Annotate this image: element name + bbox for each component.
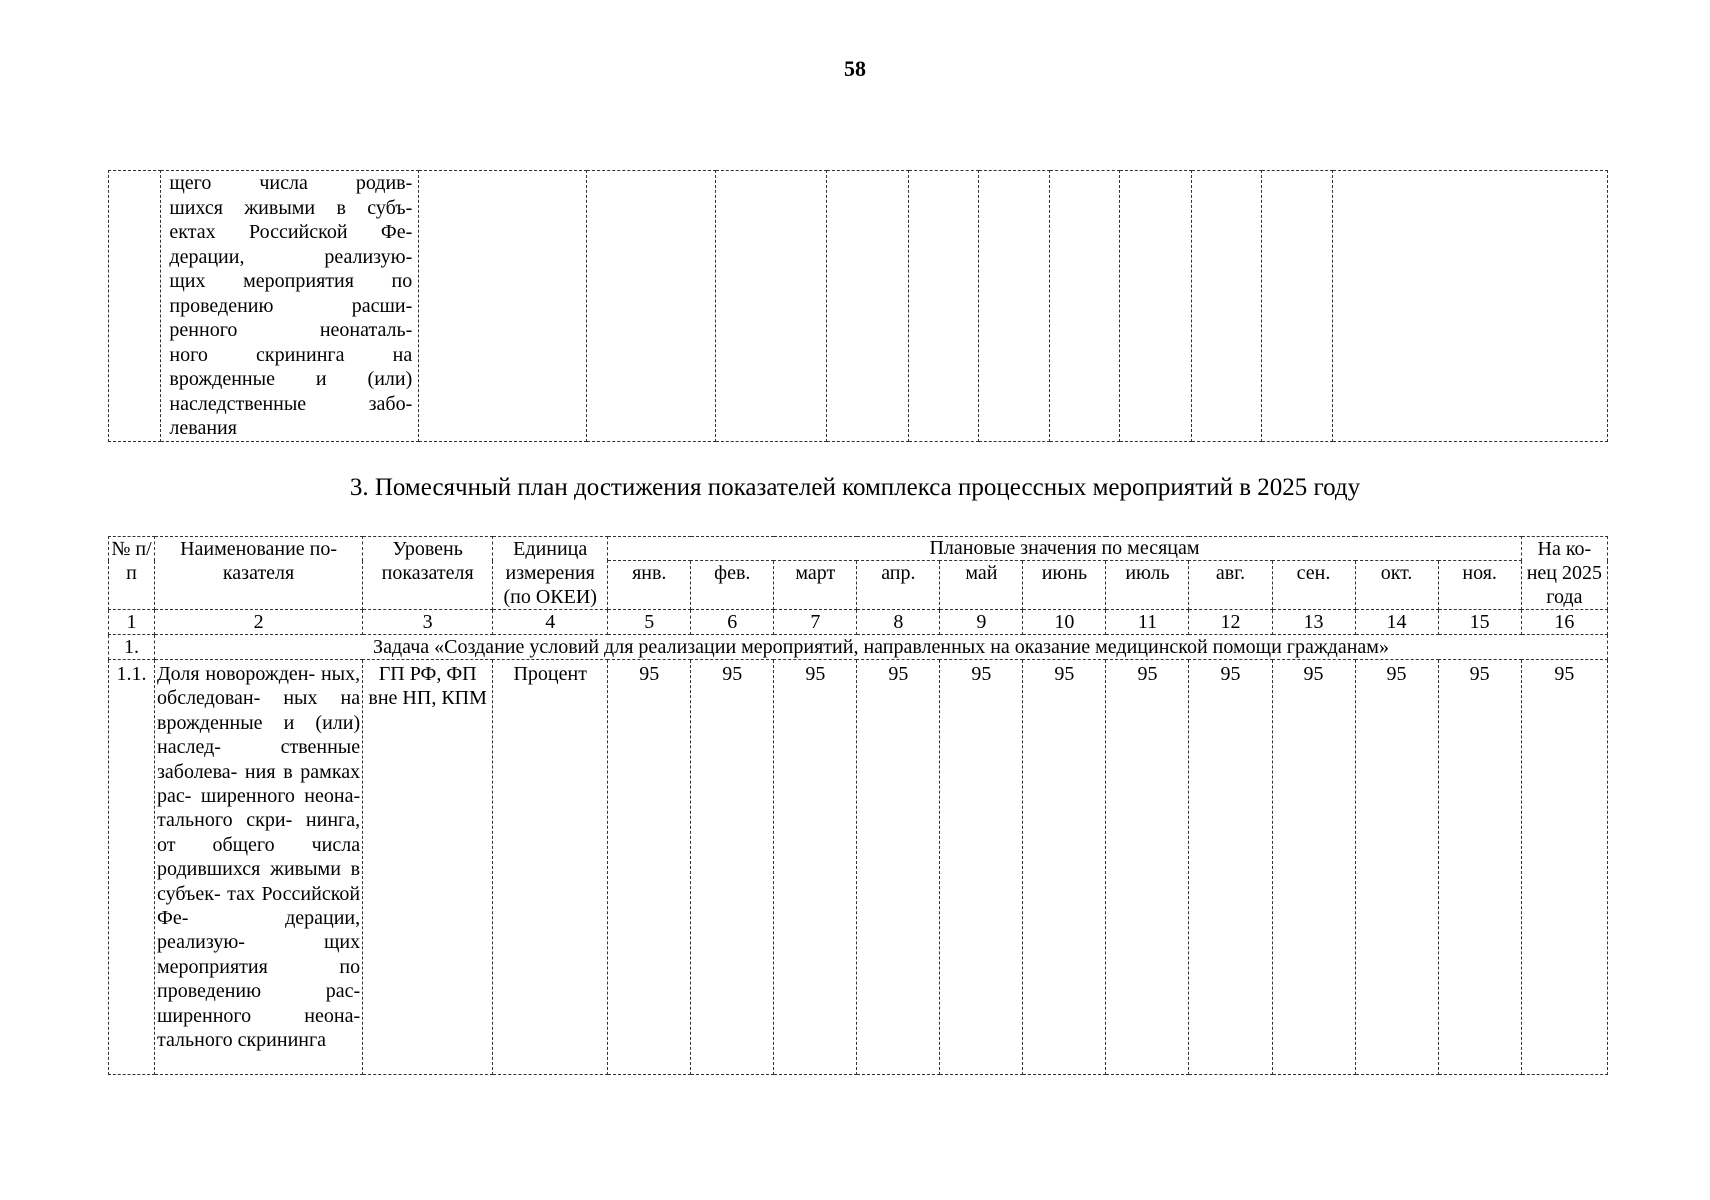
column-number: 9	[940, 610, 1023, 635]
column-number: 12	[1189, 610, 1272, 635]
continuation-line: ренного неонаталь-	[169, 319, 413, 341]
continuation-line: щего числа родив-	[169, 172, 413, 194]
continuation-line: дерации, реализую-	[169, 245, 413, 268]
cell-empty	[1333, 171, 1608, 442]
continuation-name-text	[161, 171, 418, 441]
header-planned: Плановые значения по месяцам	[608, 537, 1522, 561]
continuation-line: ного скрининга на	[169, 343, 413, 366]
header-month: сен.	[1272, 561, 1355, 610]
cell-empty	[827, 171, 909, 442]
indicator-unit: Процент	[493, 660, 608, 1075]
header-month: май	[940, 561, 1023, 610]
task-number: 1.	[109, 635, 155, 660]
column-number: 15	[1438, 610, 1521, 635]
continuation-line: наследственные забо-	[169, 392, 413, 415]
column-number: 3	[363, 610, 493, 635]
indicator-name-cell	[155, 660, 363, 1075]
monthly-plan-table	[108, 536, 1608, 1075]
cell-empty	[109, 171, 161, 442]
continuation-row	[109, 171, 1608, 442]
column-number: 13	[1272, 610, 1355, 635]
task-text: Задача «Создание условий для реализации мероприятий, направленных на оказание медицинской помощи гражданам»	[155, 635, 1608, 660]
column-number: 1	[109, 610, 155, 635]
column-number: 4	[493, 610, 608, 635]
header-num: № п/п	[109, 537, 155, 610]
month-value: 95	[608, 660, 691, 1075]
month-value: 95	[774, 660, 857, 1075]
continuation-line: врожденные и (или)	[169, 368, 413, 390]
column-number: 14	[1355, 610, 1438, 635]
month-value: 95	[1023, 660, 1106, 1075]
cell-empty	[1191, 171, 1261, 442]
header-month: фев.	[691, 561, 774, 610]
end-value: 95	[1521, 660, 1607, 1075]
continuation-table	[108, 170, 1608, 442]
month-value: 95	[691, 660, 774, 1075]
indicator-name: Доля новорожден- ных, обследован- ных на врожденные и (или) наслед- ственные заболева- ния в рамках рас- ширенного неона- тального скри- нинга, от общего числа родившихся живыми в субъек- тах Российской Фе- дерации, реализую- щих мероприятия по проведению рас- ширенного неона- тального скрининга	[157, 663, 361, 1052]
column-number: 5	[608, 610, 691, 635]
cell-empty	[715, 171, 826, 442]
header-month: июнь	[1023, 561, 1106, 610]
cell-empty	[1120, 171, 1191, 442]
header-end: На ко- нец 2025 года	[1521, 537, 1607, 610]
month-value: 95	[940, 660, 1023, 1075]
cell-empty	[978, 171, 1049, 442]
continuation-line: шихся живыми в субъ-	[169, 196, 413, 219]
header-row-1	[109, 537, 1608, 561]
indicator-number: 1.1.	[109, 660, 155, 1075]
month-value: 95	[1438, 660, 1521, 1075]
column-number: 6	[691, 610, 774, 635]
indicator-level: ГП РФ, ФП вне НП, КПМ	[363, 660, 493, 1075]
column-number-row	[109, 610, 1608, 635]
cell-empty	[1261, 171, 1332, 442]
column-number: 7	[774, 610, 857, 635]
continuation-line: проведению расши-	[169, 294, 413, 317]
month-value: 95	[1272, 660, 1355, 1075]
column-number: 11	[1106, 610, 1189, 635]
column-number: 8	[857, 610, 940, 635]
column-number: 2	[155, 610, 363, 635]
indicator-row	[109, 660, 1608, 1075]
month-value: 95	[857, 660, 940, 1075]
task-row	[109, 635, 1608, 660]
continuation-line: левания	[169, 417, 237, 439]
header-month: июль	[1106, 561, 1189, 610]
month-value: 95	[1355, 660, 1438, 1075]
cell-empty	[908, 171, 978, 442]
cell-empty	[419, 171, 587, 442]
header-month: апр.	[857, 561, 940, 610]
header-unit: Единица измерения (по ОКЕИ)	[493, 537, 608, 610]
header-month: март	[774, 561, 857, 610]
section-title: 3. Помесячный план достижения показателей комплекса процессных мероприятий в 2025 году	[349, 474, 1361, 501]
header-month: окт.	[1355, 561, 1438, 610]
continuation-line: щих мероприятия по	[169, 270, 413, 292]
continuation-name-cell	[161, 171, 419, 442]
header-level: Уровень показателя	[363, 537, 493, 610]
header-month: янв.	[608, 561, 691, 610]
continuation-line: ектах Российской Фе-	[169, 221, 413, 243]
header-month: авг.	[1189, 561, 1272, 610]
month-value: 95	[1106, 660, 1189, 1075]
month-value: 95	[1189, 660, 1272, 1075]
page-number: 58	[844, 56, 866, 81]
cell-empty	[586, 171, 715, 442]
column-number: 10	[1023, 610, 1106, 635]
column-number: 16	[1521, 610, 1607, 635]
header-name: Наименование по- казателя	[155, 537, 363, 610]
header-month: ноя.	[1438, 561, 1521, 610]
cell-empty	[1050, 171, 1120, 442]
